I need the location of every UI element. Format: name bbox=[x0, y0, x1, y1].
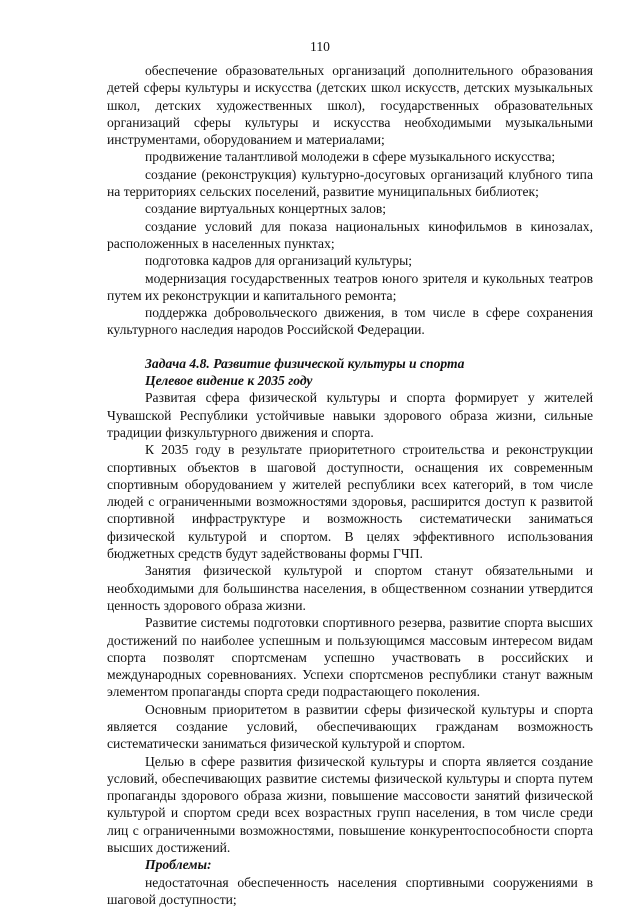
list-item: подготовка кадров для организаций культуры; bbox=[145, 253, 413, 269]
list-item: продвижение талантливой молодежи в сфере музыкального искусства; bbox=[145, 149, 556, 165]
paragraph: Развитие системы подготовки спортивного резерва, развитие спорта высших достижений по наиболее успешным и пользующимся массовым интересом видам спорта позволят спортсменам успешно участвовать в российских и международных соревнованиях. Успехи спортсменов республики станут важным элементом пропаганды спорта среди подрастающего поколения. bbox=[107, 615, 593, 700]
list-item: модернизация государственных театров юного зрителя и кукольных театров путем их реконструкции и капитального ремонта; bbox=[107, 270, 593, 303]
paragraph: Основным приоритетом в развитии сферы физической культуры и спорта является создание условий, обеспечивающих гражданам возможность систематически заниматься физической культурой и спортом. bbox=[107, 701, 593, 752]
list-item: поддержка добровольческого движения, в том числе в сфере сохранения культурного наследия народов Российской Федерации. bbox=[107, 305, 593, 338]
page-body bbox=[107, 62, 593, 908]
paragraph: Целью в сфере развития физической культуры и спорта является создание условий, обеспечивающих развитие системы физической культуры и спорта путем пропаганды здорового образа жизни, повышение массовости занятий физической культурой и спортом среди всех возрастных групп населения, в том числе среди лиц с ограниченными возможностями, повышение конкурентоспособности спорта высших достижений. bbox=[107, 753, 593, 856]
list-item: обеспечение образовательных организаций дополнительного образования детей сферы культуры и искусства (детских школ искусств, детских музыкальных школ, детских художественных школ), государственных образовательных организаций сферы культуры и искусства необходимыми музыкальными инструментами, оборудованием и материалами; bbox=[107, 63, 593, 148]
list-item: создание (реконструкция) культурно-досуговых организаций клубного типа на территориях сельских поселений, развитие муниципальных библиотек; bbox=[107, 166, 593, 200]
task-heading: Задача 4.8. Развитие физической культуры и спорта bbox=[145, 355, 465, 371]
paragraph: Развитая сфера физической культуры и спорта формирует у жителей Чувашской Республики устойчивые навыки здорового образа жизни, сильные традиции физкультурного движения и спорта. bbox=[107, 390, 593, 440]
problem-item: недостаточная обеспеченность населения спортивными сооружениями в шаговой доступности; bbox=[107, 874, 593, 907]
page-number: 110 bbox=[310, 39, 330, 54]
vision-heading: Целевое видение к 2035 году bbox=[145, 373, 313, 389]
list-item: создание виртуальных концертных залов; bbox=[145, 201, 387, 217]
problems-heading: Проблемы: bbox=[145, 857, 212, 873]
list-item: создание условий для показа национальных кинофильмов в кинозалах, расположенных в населенных пунктах; bbox=[107, 218, 593, 251]
paragraph: К 2035 году в результате приоритетного строительства и реконструкции спортивных объектов в шаговой доступности, оснащения их современным спортивным оборудованием у жителей республики всех категорий, в том числе людей с ограниченными возможностями здоровья, расширится доступ к развитой спортивной инфраструктуре и возможность систематически заниматься физической культурой и спортом. В целях эффективного использования бюджетных средств будут задействованы формы ГЧП. bbox=[107, 442, 593, 562]
paragraph: Занятия физической культурой и спортом станут обязательными и необходимыми для большинства населения, в общественном сознании утвердится ценность здорового образа жизни. bbox=[107, 563, 593, 613]
